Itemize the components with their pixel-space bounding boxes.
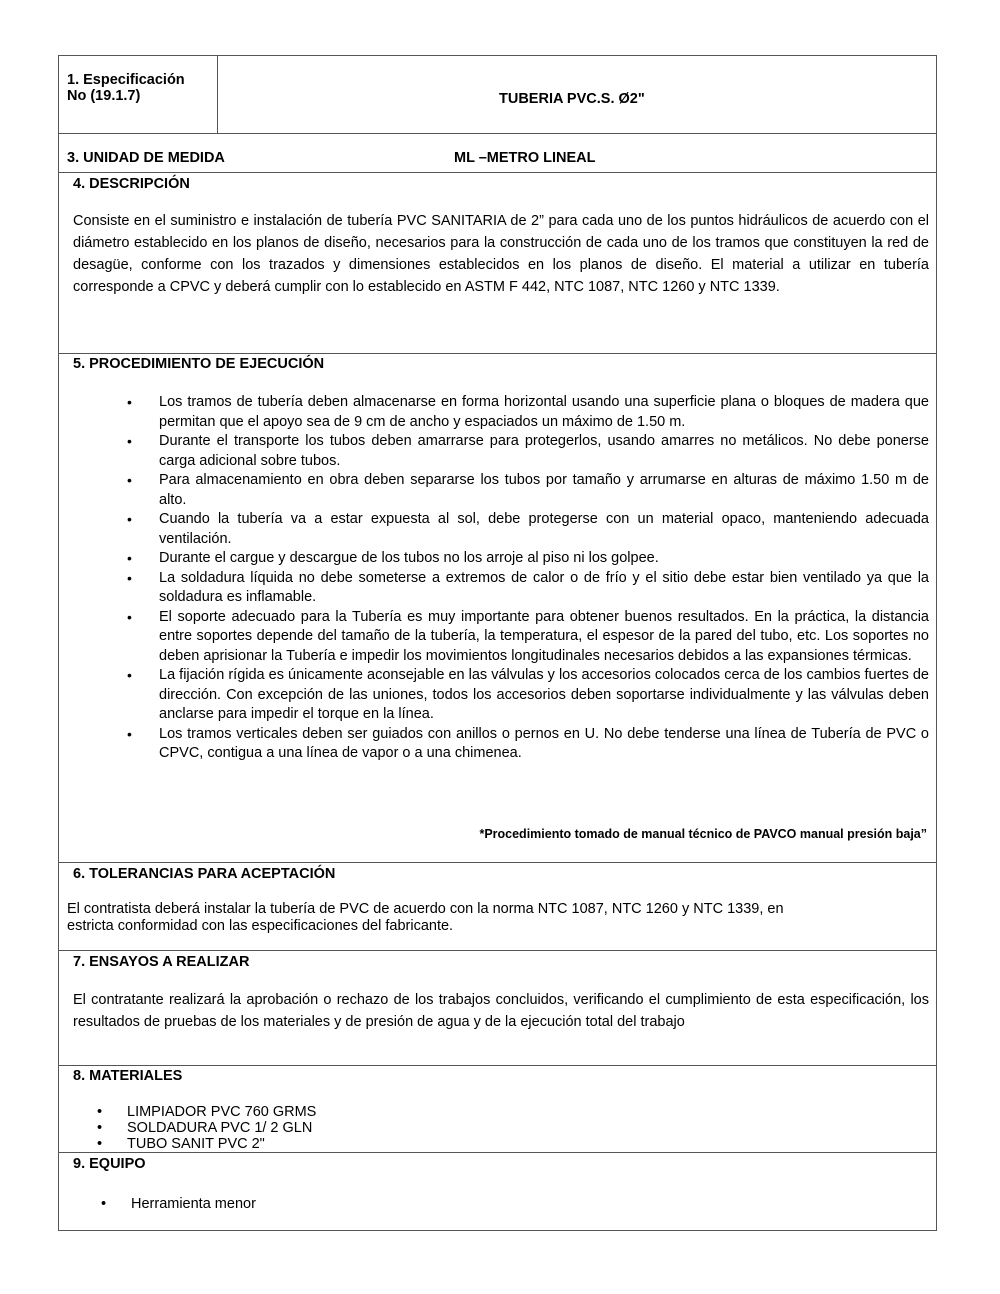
- spec-title: TUBERIA PVC.S. Ø2": [499, 91, 645, 107]
- list-item: • TUBO SANIT PVC 2": [97, 1136, 697, 1152]
- divider: [59, 133, 936, 134]
- specification-sheet: [58, 55, 937, 1031]
- divider: [58, 1065, 937, 1066]
- tolerances-line2: estricta conformidad con las especificaciones del fabricante.: [67, 918, 454, 934]
- list-item: • Durante el transporte los tubos deben amarrarse para protegerlos, usando amarres no metálicos. No debe ponerse carga adicional sobre tubos.: [123, 432, 929, 471]
- list-item: • La soldadura líquida no debe someterse a extremos de calor o de frío y el sitio debe estar bien ventilado ya que la soldadura es inflamable.: [123, 569, 929, 608]
- equipment-list: [101, 1196, 701, 1212]
- specification-sheet-lower: [58, 1030, 937, 1231]
- list-item: • LIMPIADOR PVC 760 GRMS: [97, 1104, 697, 1120]
- list-item: • Cuando la tubería va a estar expuesta al sol, debe protegerse con un material opaco, manteniendo adecuada ventilación.: [123, 510, 929, 549]
- tolerances-line1: El contratista deberá instalar la tubería de PVC de acuerdo con la norma NTC 1087, NTC 1260 y NTC 1339, en: [67, 901, 784, 917]
- list-item: • Para almacenamiento en obra deben separarse los tubos por tamaño y arrumarse en alturas de máximo 1.50 m de alto.: [123, 471, 929, 510]
- unit-value: ML –METRO LINEAL: [454, 150, 596, 166]
- list-item: • El soporte adecuado para la Tubería es muy importante para obtener buenos resultados. En la práctica, la distancia entre soportes depende del tamaño de la tubería, la temperatura, el espesor de la pared del tubo, etc. Los soportes no deben aprisionar la Tubería e impedir los movimientos longitudinales necesarios debidos a las expansiones térmicas.: [123, 608, 929, 667]
- list-item: • Herramienta menor: [101, 1196, 701, 1212]
- list-item: • SOLDADURA PVC 1/ 2 GLN: [97, 1120, 697, 1136]
- spec-label-line1: 1. Especificación: [67, 72, 185, 88]
- list-item: • Los tramos de tubería deben almacenarse en forma horizontal usando una superficie plana o bloques de madera que permitan que el apoyo sea de 9 cm de ancho y espaciados un máximo de 1.50 m.: [123, 393, 929, 432]
- divider: [59, 862, 936, 863]
- header-divider: [217, 56, 218, 133]
- procedure-list: [123, 393, 929, 764]
- divider: [59, 172, 936, 173]
- materials-list: [97, 1104, 697, 1152]
- list-item: • Los tramos verticales deben ser guiados con anillos o pernos en U. No debe tenderse una línea de Tubería de PVC o CPVC, contigua a una línea de vapor o a una chimenea.: [123, 725, 929, 764]
- tests-text: El contratante realizará la aprobación o rechazo de los trabajos concluidos, verificando el cumplimiento de esta especificación, los resultados de pruebas de los materiales y de presión de agua y de la ejecución total del trabajo: [73, 992, 929, 1030]
- divider: [59, 1152, 936, 1153]
- tolerances-text: [67, 901, 784, 935]
- description-text: Consiste en el suministro e instalación de tubería PVC SANITARIA de 2” para cada uno de los puntos hidráulicos de acuerdo con el diámetro establecido en los planos de diseño, necesarios para la construcción de cada uno de los tramos que constituyen la red de desagüe, conforme con los trazados y dimensiones establecidos en los planos de diseño. El material a utilizar en tubería corresponde a CPVC y deberá cumplir con lo establecido en ASTM F 442, NTC 1087, NTC 1260 y NTC 1339.: [73, 213, 929, 295]
- materials-heading: 8. MATERIALES: [73, 1068, 183, 1084]
- list-item: • Durante el cargue y descargue de los tubos no los arroje al piso ni los golpee.: [123, 549, 929, 569]
- divider: [59, 950, 936, 951]
- description-heading: 4. DESCRIPCIÓN: [73, 176, 190, 192]
- spec-label: [67, 72, 185, 104]
- tests-heading: 7. ENSAYOS A REALIZAR: [73, 954, 250, 970]
- equipment-heading: 9. EQUIPO: [73, 1156, 146, 1172]
- list-item: • La fijación rígida es únicamente aconsejable en las válvulas y los accesorios colocados cerca de los cambios fuertes de dirección. Con excepción de las uniones, todos los accesorios deben soportarse individualmente y las válvulas deben anclarse para impedir el torque en la línea.: [123, 666, 929, 725]
- procedure-note: *Procedimiento tomado de manual técnico de PAVCO manual presión baja”: [479, 827, 927, 841]
- unit-label: 3. UNIDAD DE MEDIDA: [67, 150, 225, 166]
- tolerances-heading: 6. TOLERANCIAS PARA ACEPTACIÓN: [73, 866, 336, 882]
- procedure-heading: 5. PROCEDIMIENTO DE EJECUCIÓN: [73, 356, 325, 372]
- divider: [59, 353, 936, 354]
- spec-label-line2: No (19.1.7): [67, 88, 141, 104]
